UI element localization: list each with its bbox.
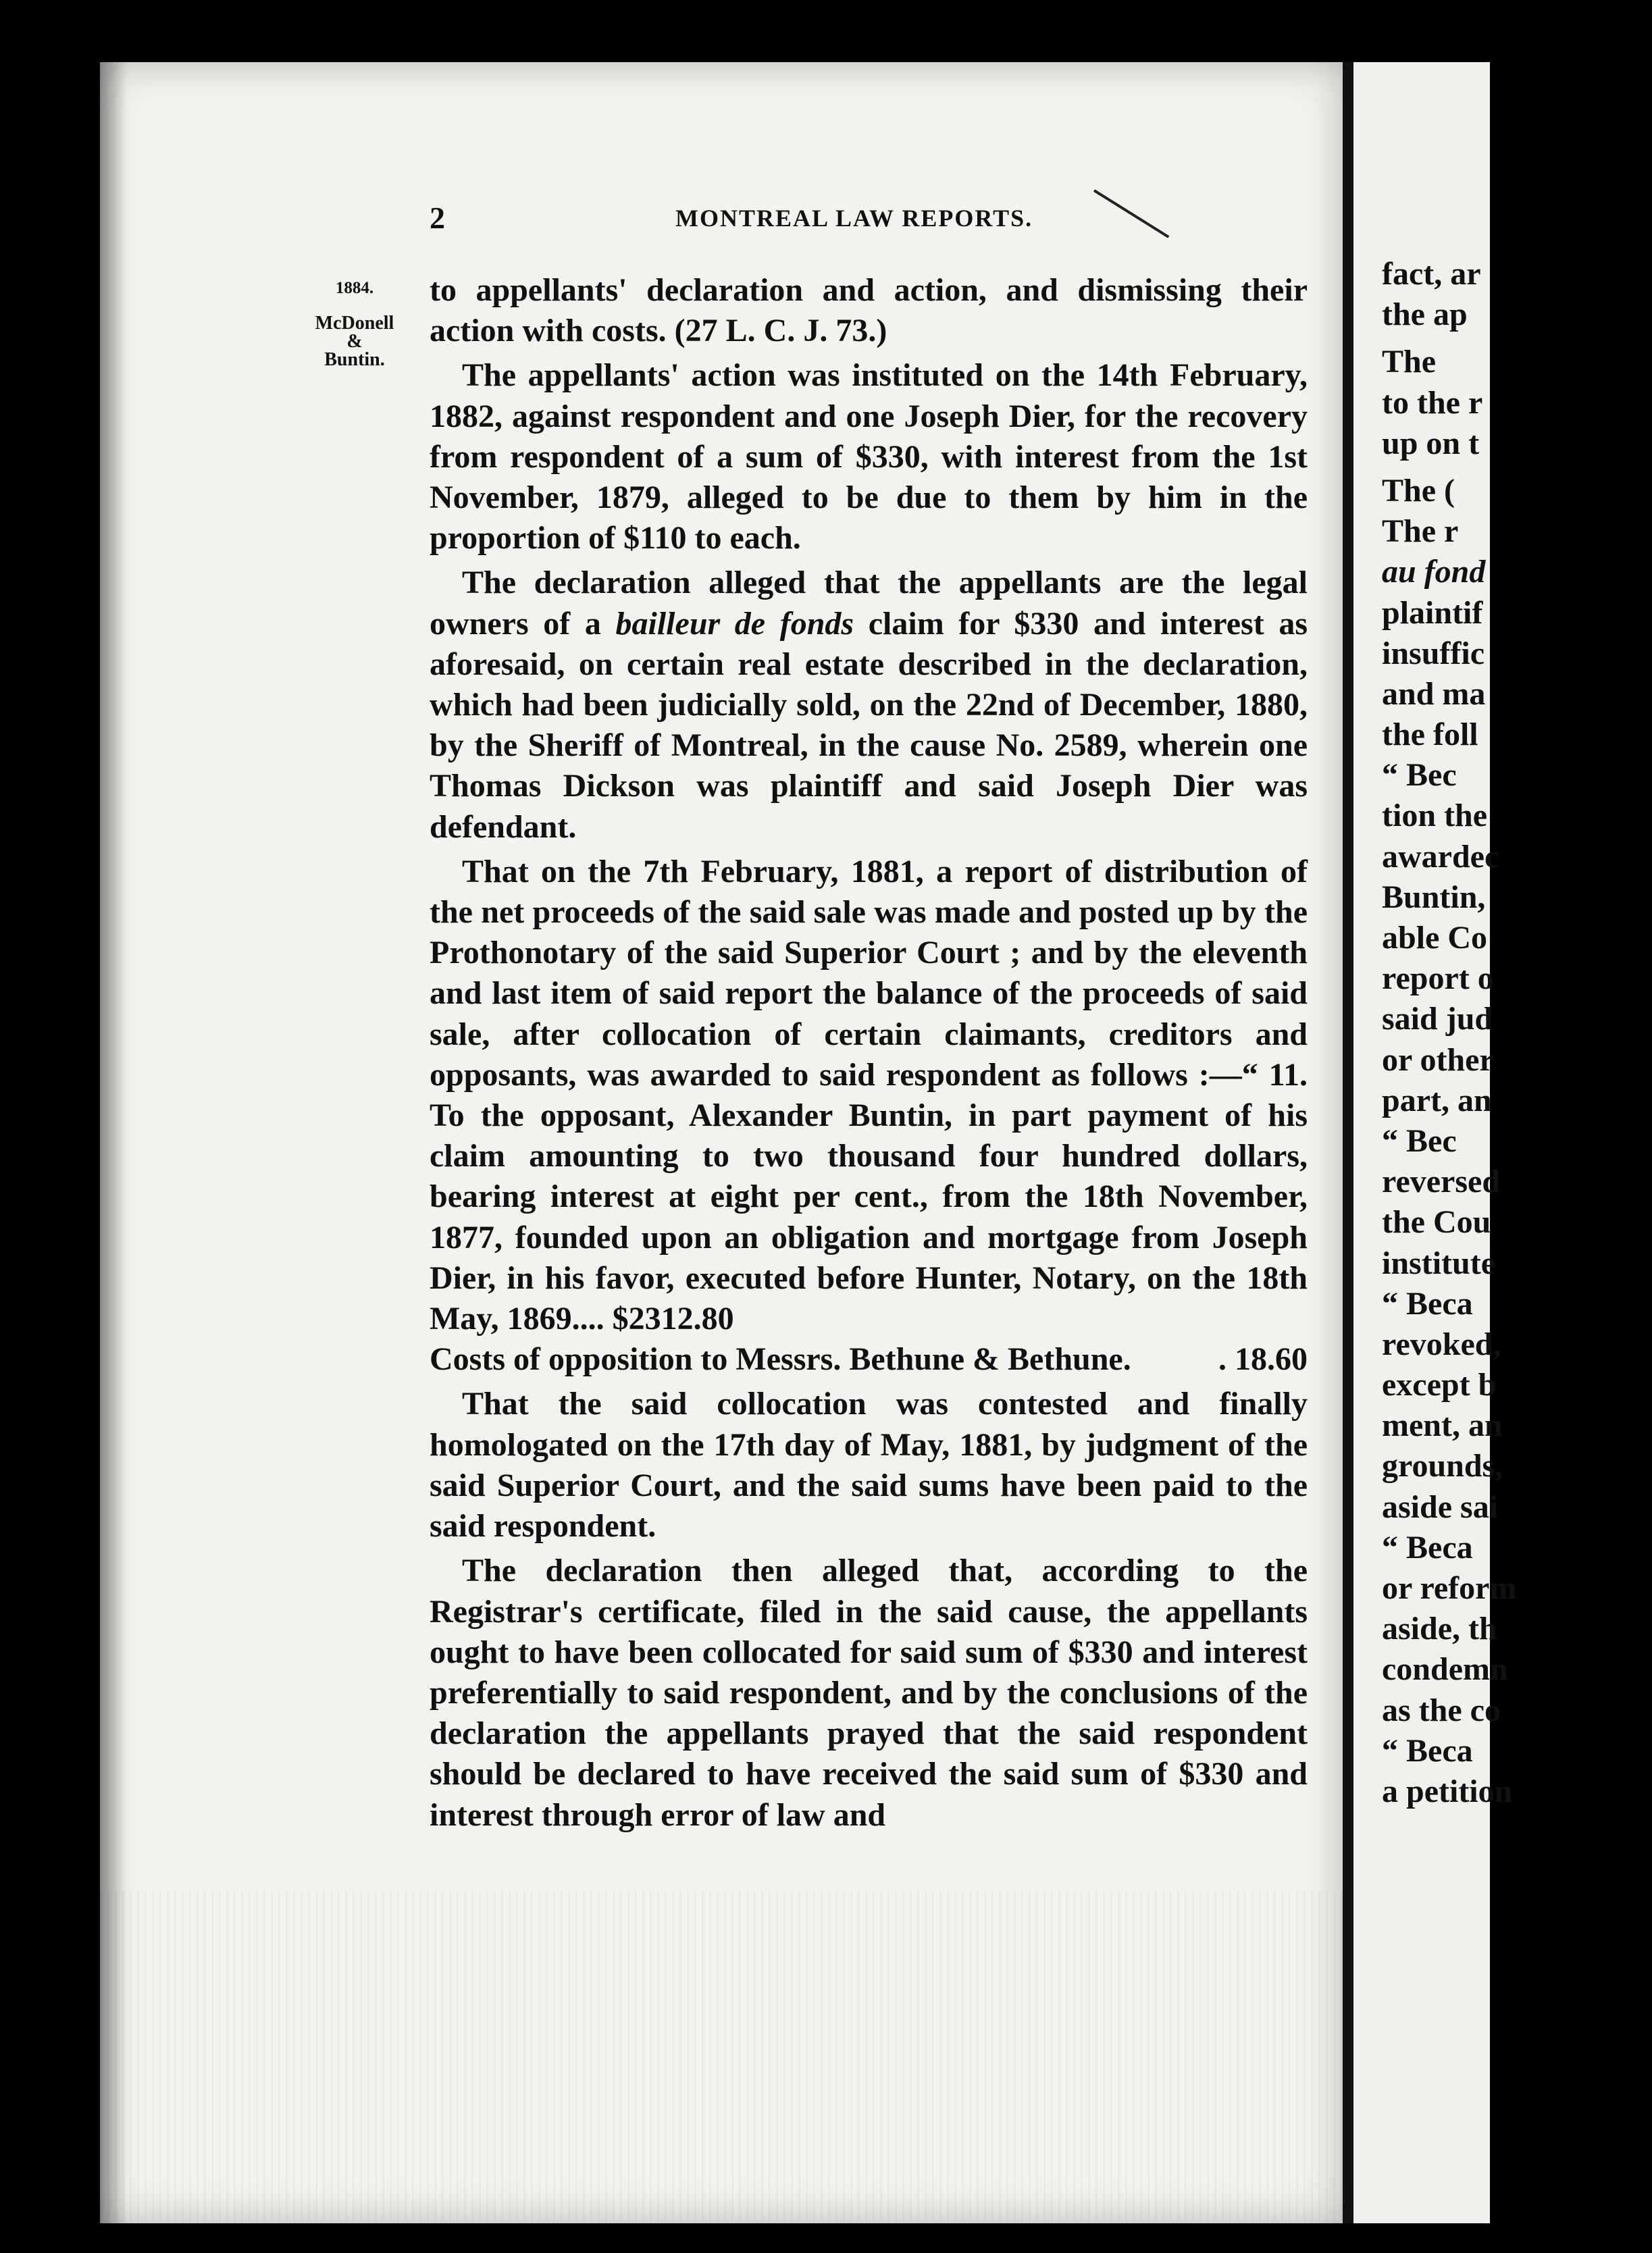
paragraph-1: to appellants' declaration and action, and dismissing their action with costs. (27 L. C. J. 73.) — [430, 272, 1308, 349]
body-text — [430, 270, 1308, 1840]
facing-line: part, an — [1382, 1082, 1492, 1118]
facing-line: plaintif — [1382, 594, 1483, 631]
facing-line: as the co — [1382, 1692, 1501, 1728]
facing-line: or other — [1382, 1041, 1494, 1078]
scan-noise — [100, 1891, 1343, 2222]
facing-line: revoked, — [1382, 1326, 1501, 1362]
running-title — [675, 204, 1148, 232]
margin-note-amp: & — [346, 331, 363, 352]
facing-line: institute — [1382, 1245, 1495, 1281]
facing-line-italic: au fond — [1382, 554, 1486, 590]
facing-line: awardec — [1382, 838, 1499, 875]
facing-line: Buntin, — [1382, 879, 1486, 915]
margin-note-party2: Buntin. — [324, 349, 385, 370]
facing-line: grounds, — [1382, 1448, 1503, 1484]
facing-line: the foll — [1382, 717, 1478, 753]
paragraph-2: The appellants' action was instituted on the 14th February, 1882, against respondent and one Joseph Dier, for the recovery from respondent of a sum of $330, with interest from the 1st November, 1879, alleged to be due to them by him in the proportion of $110 to each. — [430, 357, 1308, 556]
margin-note-year: 1884. — [335, 279, 374, 297]
facing-line: except b — [1382, 1367, 1497, 1403]
facing-line: “ Beca — [1382, 1529, 1473, 1565]
facing-line: The ( — [1382, 472, 1455, 509]
paragraph-3-start: The declaration alleged that the appellants are the legal owners of a — [430, 565, 1308, 642]
facing-line: a petition — [1382, 1773, 1513, 1809]
facing-line: up on t — [1382, 425, 1480, 461]
facing-line: “ Beca — [1382, 1732, 1473, 1769]
facing-line: The — [1382, 344, 1437, 380]
costs-amount: . 18.60 — [1218, 1341, 1308, 1378]
facing-line: the ap — [1382, 296, 1468, 333]
facing-line: tion the — [1382, 798, 1487, 834]
page-number: 2 — [430, 201, 445, 235]
facing-page-fragments — [1382, 254, 1652, 1812]
facing-line — [1382, 552, 1652, 592]
facing-line: fact, ar — [1382, 256, 1481, 292]
paragraph-3-italic: bailleur de fonds — [615, 605, 854, 642]
paragraph-4: That on the 7th February, 1881, a report of distribution of the net proceeds of the said sale was made and posted up by the Prothonotary of the said Superior Court ; and by the eleventh and last item of said report the balance of the proceeds of said sale, after collocation of certain claimants, creditors and opposants, was awarded to said respondent as follows :—“ 11. To the opposant, Alexander Buntin, in part payment of his claim amounting to two thousand four hundred dollars, bearing interest at eight per cent., from the 18th November, 1877, founded upon an obligation and mortgage from Joseph Dier, in his favor, executed before Hunter, Notary, on the 18th May, 1869.... $2312.80 — [430, 853, 1308, 1337]
page-edge-divider — [1343, 62, 1353, 2223]
paragraph-3 — [430, 563, 1308, 847]
facing-line: “ Bec — [1382, 757, 1457, 794]
facing-line: “ Beca — [1382, 1285, 1473, 1322]
running-title-text: MONTREAL LAW REPORTS. — [675, 205, 1033, 232]
facing-line: insuffic — [1382, 635, 1485, 671]
facing-line: the Cou — [1382, 1204, 1491, 1241]
paragraph-3-end: claim for $330 and interest as aforesaid, on certain real estate described in the declaration, which had been judicially sold, on the 22nd of December, 1880, by the Sheriff of Montreal, in the cause No. 2589, wherein one Thomas Dickson was plaintiff and said Joseph Dier was defendant. — [430, 605, 1308, 845]
facing-line: said jud — [1382, 1001, 1493, 1037]
facing-line: “ Bec — [1382, 1122, 1457, 1159]
paragraph-6: The declaration then alleged that, according to the Registrar's certificate, filed in the said cause, the appellants ought to have been collocated for said sum of $330 and interest preferentially to said respondent, and by the conclusions of the declaration the appellants prayed that the said respondent should be declared to have received the said sum of $330 and interest through error of law and — [430, 1553, 1308, 1833]
facing-line: and ma — [1382, 675, 1486, 712]
facing-line: or reform — [1382, 1570, 1517, 1606]
facing-line: ment, an — [1382, 1407, 1503, 1444]
costs-label: Costs of opposition to Messrs. Bethune & Bethune. — [430, 1341, 1131, 1378]
margin-note — [290, 277, 419, 371]
facing-line: condemn — [1382, 1651, 1508, 1688]
facing-line: aside sai — [1382, 1488, 1499, 1525]
costs-line — [430, 1339, 1308, 1380]
facing-line: aside, th — [1382, 1611, 1497, 1647]
facing-line: reversed — [1382, 1164, 1501, 1200]
paragraph-5: That the said collocation was contested and finally homologated on the 17th day of May, 1881, by judgment of the said Superior Court, and the said sums have been paid to the said respondent. — [430, 1386, 1308, 1545]
facing-line: report o — [1382, 960, 1494, 997]
facing-line: to the r — [1382, 384, 1483, 421]
facing-line: able Co — [1382, 920, 1487, 956]
margin-note-party1: McDonell — [315, 313, 394, 334]
facing-line: The r — [1382, 513, 1459, 550]
